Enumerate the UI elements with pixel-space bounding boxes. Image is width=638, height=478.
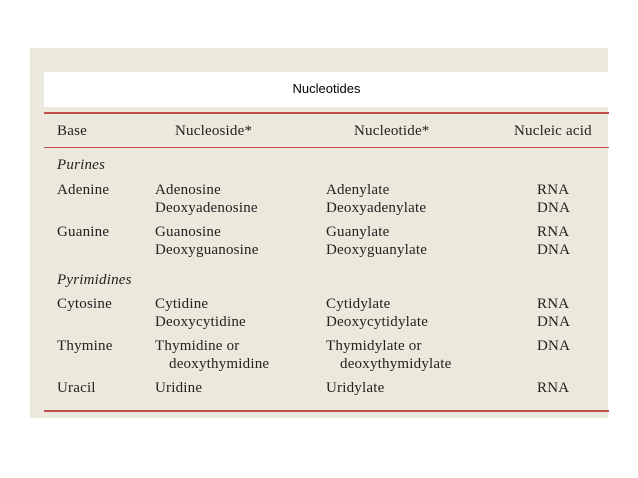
table-header-rule xyxy=(44,147,609,148)
section-label-purines: Purines xyxy=(57,157,106,173)
base-cytosine: Cytosine xyxy=(57,296,112,312)
nucleic-acid-cell: DNA xyxy=(537,338,571,354)
nucleic-acid-cell: RNA xyxy=(537,380,570,396)
nucleic-acid-cell: RNA xyxy=(537,296,570,312)
nucleoside-cell: Cytidine xyxy=(155,296,209,312)
nucleic-acid-cell: DNA xyxy=(537,242,571,258)
nucleotide-cell: deoxythymidylate xyxy=(340,356,452,372)
nucleoside-cell: Adenosine xyxy=(155,182,221,198)
base-thymine: Thymine xyxy=(57,338,113,354)
header-nucleotide: Nucleotide* xyxy=(354,123,430,139)
title-bar xyxy=(44,72,609,107)
nucleoside-cell: Deoxyguanosine xyxy=(155,242,259,258)
header-nucleoside: Nucleoside* xyxy=(175,123,253,139)
nucleotide-cell: Thymidylate or xyxy=(326,338,422,354)
nucleotide-cell: Deoxyguanylate xyxy=(326,242,428,258)
nucleotide-cell: Uridylate xyxy=(326,380,385,396)
base-uracil: Uracil xyxy=(57,380,96,396)
nucleic-acid-cell: RNA xyxy=(537,224,570,240)
section-label-pyrimidines: Pyrimidines xyxy=(57,272,132,288)
nucleotide-cell: Cytidylate xyxy=(326,296,391,312)
nucleotide-cell: Deoxyadenylate xyxy=(326,200,427,216)
header-base: Base xyxy=(57,123,87,139)
nucleoside-cell: Uridine xyxy=(155,380,203,396)
nucleoside-cell: Thymidine or xyxy=(155,338,240,354)
nucleoside-cell: Deoxyadenosine xyxy=(155,200,258,216)
page-title: Nucleotides xyxy=(292,81,361,96)
header-nucleic-acid: Nucleic acid xyxy=(514,123,592,139)
nucleotide-cell: Guanylate xyxy=(326,224,390,240)
base-guanine: Guanine xyxy=(57,224,110,240)
table-bottom-rule xyxy=(44,410,609,412)
table-top-rule xyxy=(44,112,609,114)
nucleotide-cell: Deoxycytidylate xyxy=(326,314,429,330)
nucleotide-cell: Adenylate xyxy=(326,182,390,198)
nucleoside-cell: deoxythymidine xyxy=(169,356,270,372)
nucleoside-cell: Deoxycytidine xyxy=(155,314,246,330)
nucleic-acid-cell: RNA xyxy=(537,182,570,198)
nucleic-acid-cell: DNA xyxy=(537,200,571,216)
base-adenine: Adenine xyxy=(57,182,110,198)
nucleoside-cell: Guanosine xyxy=(155,224,221,240)
nucleic-acid-cell: DNA xyxy=(537,314,571,330)
